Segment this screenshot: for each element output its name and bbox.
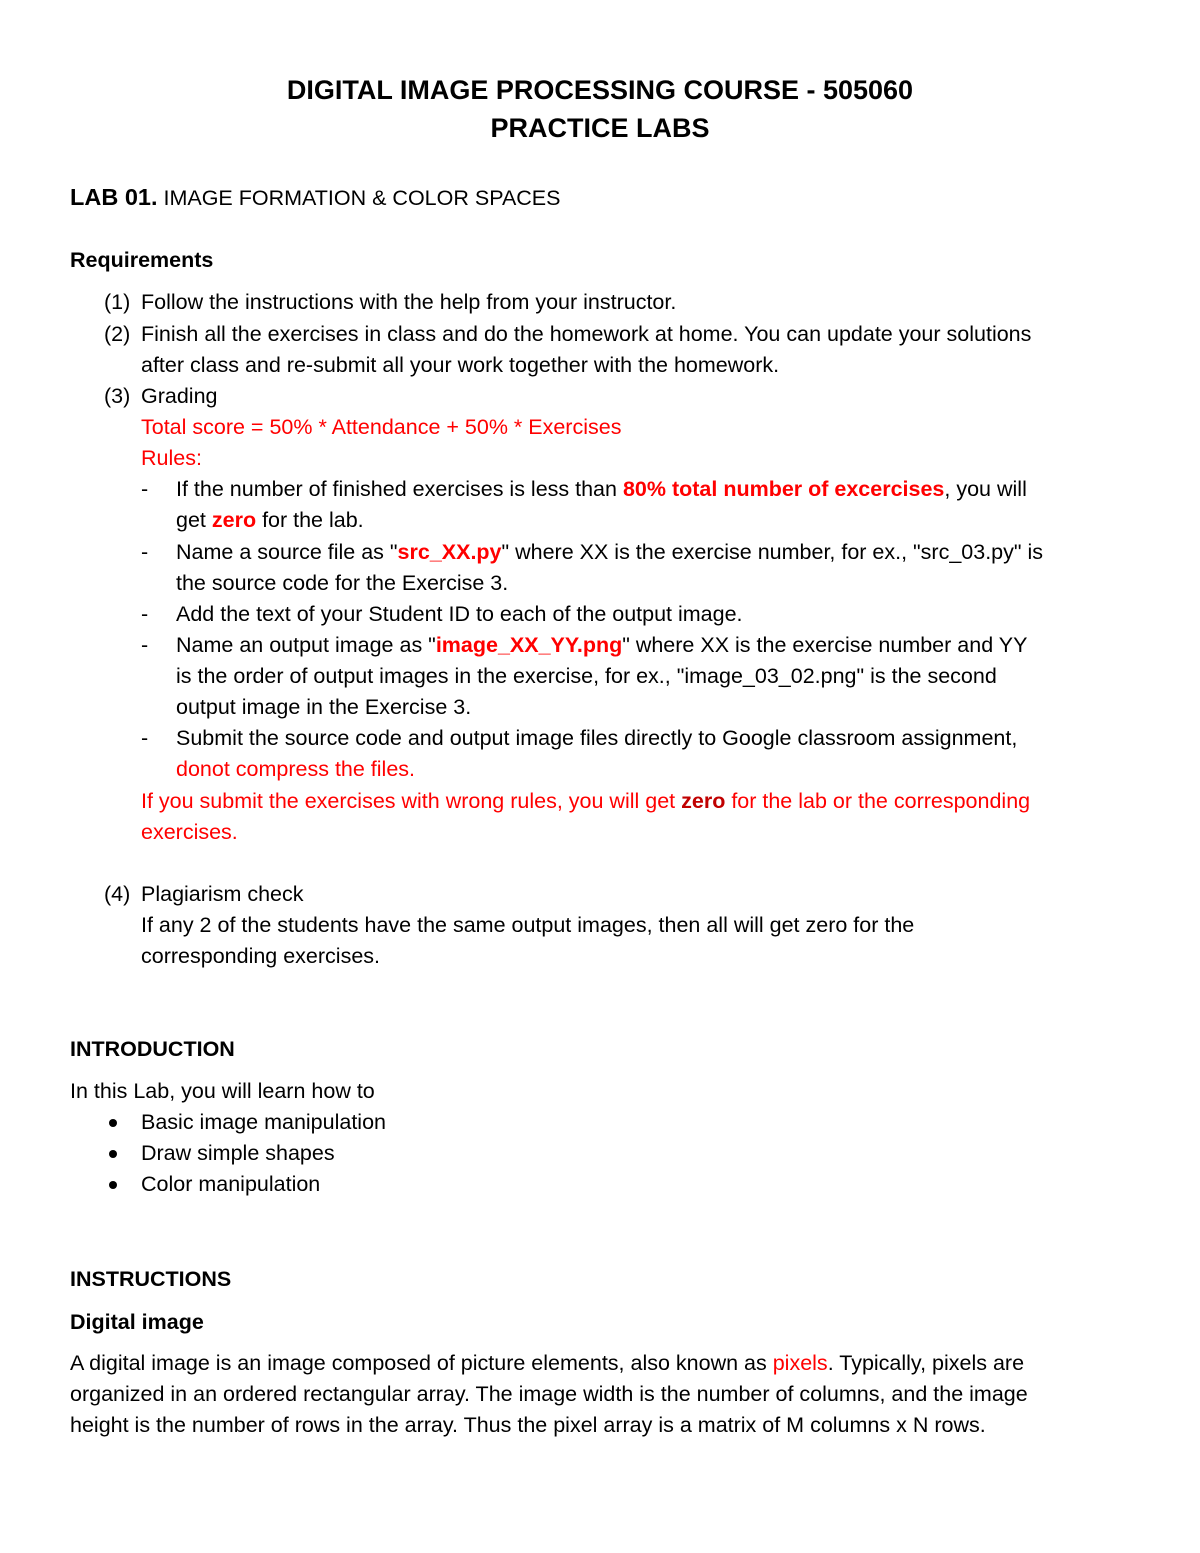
digital-image-para-line1: A digital image is an image composed of picture elements, also known as pixels. Typically, pixels are	[70, 1351, 1025, 1375]
instructions-heading: INSTRUCTIONS	[70, 1267, 232, 1291]
rule-1-line2: get zero for the lab.	[176, 508, 364, 532]
rule-4-dash: -	[141, 633, 149, 657]
grading-formula: Total score = 50% * Attendance + 50% * Exercises	[141, 415, 622, 439]
rule-4-line3: output image in the Exercise 3.	[176, 695, 472, 719]
bullet-icon	[109, 1150, 117, 1158]
rule-4-line2: is the order of output images in the exercise, for ex., "image_03_02.png" is the second	[176, 664, 997, 688]
rules-label: Rules:	[141, 446, 202, 470]
pixels-term: pixels	[772, 1351, 828, 1375]
rule-2-line2: the source code for the Exercise 3.	[176, 571, 509, 595]
lab-heading	[70, 182, 561, 214]
req-item-1-num: (1)	[104, 290, 131, 314]
rule-1-highlight: 80% total number of excercises	[622, 477, 945, 501]
req-item-2-num: (2)	[104, 322, 131, 346]
req-item-3-num: (3)	[104, 384, 131, 408]
req-item-3-text: Grading	[141, 384, 218, 408]
rule-1-line1: If the number of finished exercises is less than 80% total number of excercises, you will	[176, 477, 1027, 501]
digital-image-subheading: Digital image	[70, 1310, 204, 1334]
digital-image-para-line2: organized in an ordered rectangular array. The image width is the number of columns, and the image	[70, 1382, 1028, 1406]
req-item-4-text: Plagiarism check	[141, 882, 304, 906]
rule-3-line1: Add the text of your Student ID to each of the output image.	[176, 602, 743, 626]
rule-4-line1: Name an output image as "image_XX_YY.png" where XX is the exercise number and YY	[176, 633, 1028, 657]
req-item-2-line2: after class and re-submit all your work together with the homework.	[141, 353, 780, 377]
rule-4-filename: image_XX_YY.png	[435, 633, 623, 657]
req-item-2-line1: Finish all the exercises in class and do the homework at home. You can update your solutions	[141, 322, 1032, 346]
introduction-lead: In this Lab, you will learn how to	[70, 1079, 375, 1103]
intro-bullet-1: Basic image manipulation	[141, 1110, 386, 1134]
plagiarism-line1: If any 2 of the students have the same output images, then all will get zero for the	[141, 913, 915, 937]
rule-5-line1: Submit the source code and output image files directly to Google classroom assignment,	[176, 726, 1018, 750]
requirements-heading: Requirements	[70, 248, 214, 272]
rule-2-filename: src_XX.py	[397, 540, 502, 564]
practice-labs-title: PRACTICE LABS	[490, 113, 710, 143]
rule-3-dash: -	[141, 602, 149, 626]
rule-1-zero: zero	[211, 508, 257, 532]
lab-number: LAB 01.	[70, 184, 158, 210]
bullet-icon	[109, 1181, 117, 1189]
rule-5-dash: -	[141, 726, 149, 750]
warning-zero: zero	[681, 789, 726, 813]
bullet-icon	[109, 1119, 117, 1127]
rule-2-line1: Name a source file as "src_XX.py" where XX is the exercise number, for ex., "src_03.py" is	[176, 540, 1044, 564]
intro-bullet-2: Draw simple shapes	[141, 1141, 335, 1165]
rule-2-dash: -	[141, 540, 149, 564]
plagiarism-line2: corresponding exercises.	[141, 944, 381, 968]
lab-name: IMAGE FORMATION & COLOR SPACES	[163, 186, 561, 210]
rule-1-dash: -	[141, 477, 149, 501]
course-title: DIGITAL IMAGE PROCESSING COURSE - 505060	[286, 75, 914, 105]
rule-5-line2: donot compress the files.	[176, 757, 416, 781]
req-item-1-text: Follow the instructions with the help from your instructor.	[141, 290, 677, 314]
wrong-rules-warning-line2: exercises.	[141, 820, 238, 844]
req-item-4-num: (4)	[104, 882, 131, 906]
digital-image-para-line3: height is the number of rows in the array. Thus the pixel array is a matrix of M columns x N rows.	[70, 1413, 986, 1437]
introduction-heading: INTRODUCTION	[70, 1037, 235, 1061]
wrong-rules-warning-line1: If you submit the exercises with wrong rules, you will get zero for the lab or the corresponding	[141, 789, 1031, 813]
intro-bullet-3: Color manipulation	[141, 1172, 321, 1196]
